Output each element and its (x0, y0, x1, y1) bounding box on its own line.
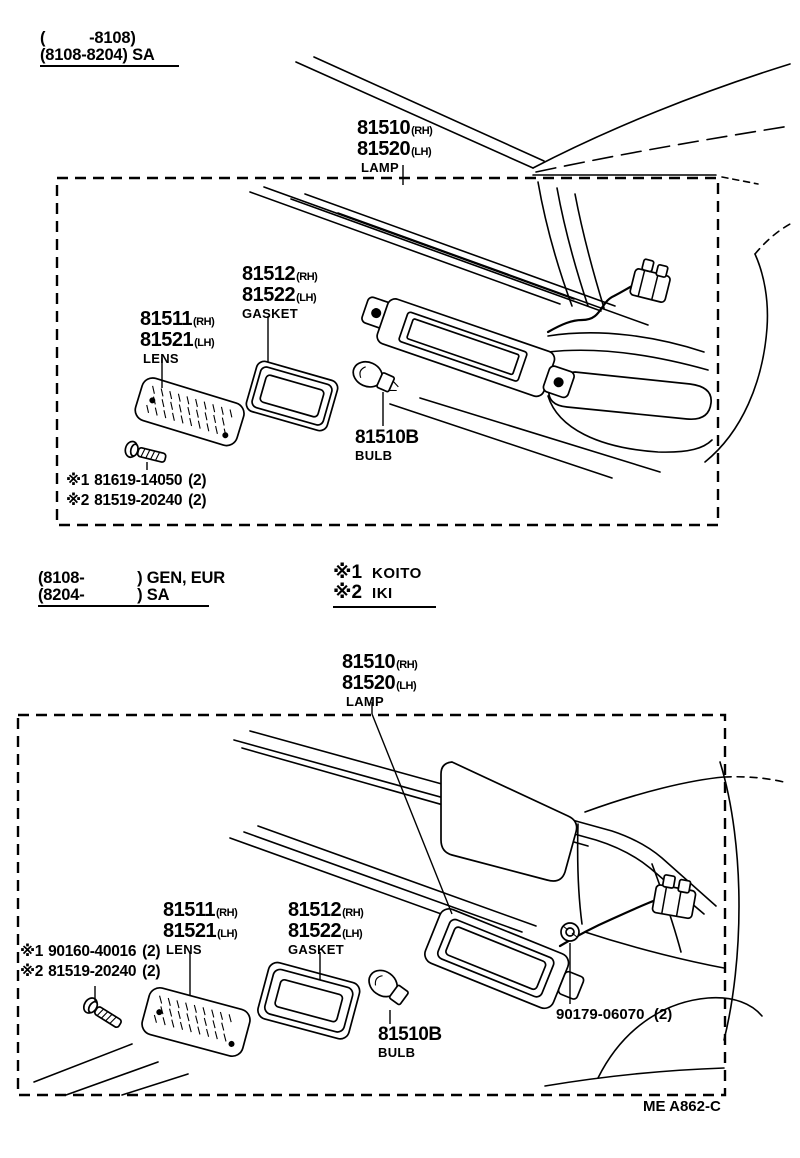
part-quantity: (2) (653, 1006, 673, 1023)
part-quantity: (2) (142, 943, 161, 960)
hardware-list-top (66, 471, 206, 511)
screw-drawing-top (124, 440, 168, 465)
part-number: 81512 (242, 263, 296, 285)
part-quantity: (2) (142, 963, 161, 980)
reference-mark: ※1 (66, 472, 90, 489)
part-side: (RH) (296, 271, 318, 283)
wire-connector-top (548, 257, 674, 332)
nut-drawing-bottom (561, 923, 579, 941)
part-number: 81510B (378, 1024, 442, 1045)
label-nut-bottom (556, 1007, 672, 1024)
hardware-row (20, 942, 160, 962)
part-caption: BULB (355, 447, 393, 463)
part-caption: LENS (143, 350, 179, 366)
hardware-row (66, 491, 206, 511)
label-bulb-top (355, 428, 419, 462)
supplier-name: KOITO (372, 565, 422, 582)
gasket-drawing-top (244, 359, 339, 432)
reference-mark: ※2 (66, 492, 90, 509)
part-number: 81521 (163, 919, 217, 942)
lamp-housing-bottom (422, 906, 590, 1019)
part-side: (RH) (342, 907, 364, 919)
part-number: 81522 (288, 919, 342, 942)
part-side: (RH) (396, 659, 418, 671)
supplier-row (333, 563, 422, 583)
reference-mark: ※1 (20, 943, 44, 960)
lens-drawing-bottom (140, 985, 253, 1058)
label-lamp-top (357, 118, 432, 174)
part-number: 81510B (355, 427, 419, 448)
part-side: (LH) (411, 145, 432, 158)
part-quantity: (2) (188, 492, 207, 509)
part-number: 81510 (342, 651, 396, 673)
part-side: (LH) (194, 336, 215, 349)
part-side: (LH) (342, 927, 363, 940)
part-number: 81520 (342, 671, 396, 694)
part-side: (RH) (193, 316, 215, 328)
range-code-line1: (8108- ) GEN, EUR (38, 569, 225, 587)
hardware-row (20, 962, 160, 982)
supplier-name: IKI (372, 584, 393, 602)
part-caption: LENS (166, 941, 202, 957)
diagram-frame-bottom (18, 715, 725, 1095)
part-side: (LH) (396, 679, 417, 692)
supplier-row (333, 583, 422, 603)
label-lens-bottom (163, 900, 237, 956)
part-number: 90160-40016 (48, 943, 137, 960)
part-number: 81510 (357, 117, 411, 139)
part-caption: GASKET (288, 941, 344, 957)
part-caption: LAMP (346, 693, 385, 709)
label-top-range-codes (40, 30, 179, 67)
screw-drawing-bottom (81, 996, 124, 1031)
part-number: 81522 (242, 283, 296, 306)
label-lamp-bottom (342, 652, 417, 708)
part-quantity: (2) (188, 472, 207, 489)
part-number: 81519-20240 (48, 963, 137, 980)
part-caption: LAMP (361, 159, 400, 175)
part-number: 81512 (288, 899, 342, 921)
part-number: 81511 (163, 899, 216, 921)
gasket-drawing-bottom (256, 961, 362, 1041)
reference-mark: ※1 (333, 562, 363, 583)
range-code-line2: (8204- ) SA (38, 587, 209, 607)
label-bulb-bottom (378, 1025, 442, 1059)
figure-code: ME A862-C (643, 1098, 721, 1115)
part-side: (RH) (216, 907, 238, 919)
part-caption: GASKET (242, 305, 298, 321)
hardware-row (66, 471, 206, 491)
part-number: 81519-20240 (94, 492, 183, 509)
supplier-legend (333, 563, 436, 608)
lens-drawing-top (133, 375, 247, 448)
part-number: 81521 (140, 328, 194, 351)
range-code-line1: ( -8108) (40, 29, 136, 47)
label-section-range-codes (38, 570, 225, 607)
part-caption: BULB (378, 1044, 416, 1060)
bulb-drawing-top (349, 357, 403, 398)
part-number: 81511 (140, 308, 193, 330)
part-side: (RH) (411, 125, 433, 137)
label-gasket-bottom (288, 900, 363, 956)
part-side: (LH) (217, 927, 238, 940)
part-number: 81520 (357, 137, 411, 160)
label-lens-top (140, 309, 214, 365)
reference-mark: ※2 (333, 581, 363, 603)
part-side: (LH) (296, 291, 317, 304)
reference-mark: ※2 (20, 963, 44, 980)
part-number: 90179-06070 (556, 1006, 645, 1023)
bulb-drawing-bottom (364, 965, 411, 1009)
range-code-line2: (8108-8204) SA (40, 47, 179, 67)
part-number: 81619-14050 (94, 472, 183, 489)
label-gasket-top (242, 264, 317, 320)
hardware-list-bottom (20, 942, 160, 982)
